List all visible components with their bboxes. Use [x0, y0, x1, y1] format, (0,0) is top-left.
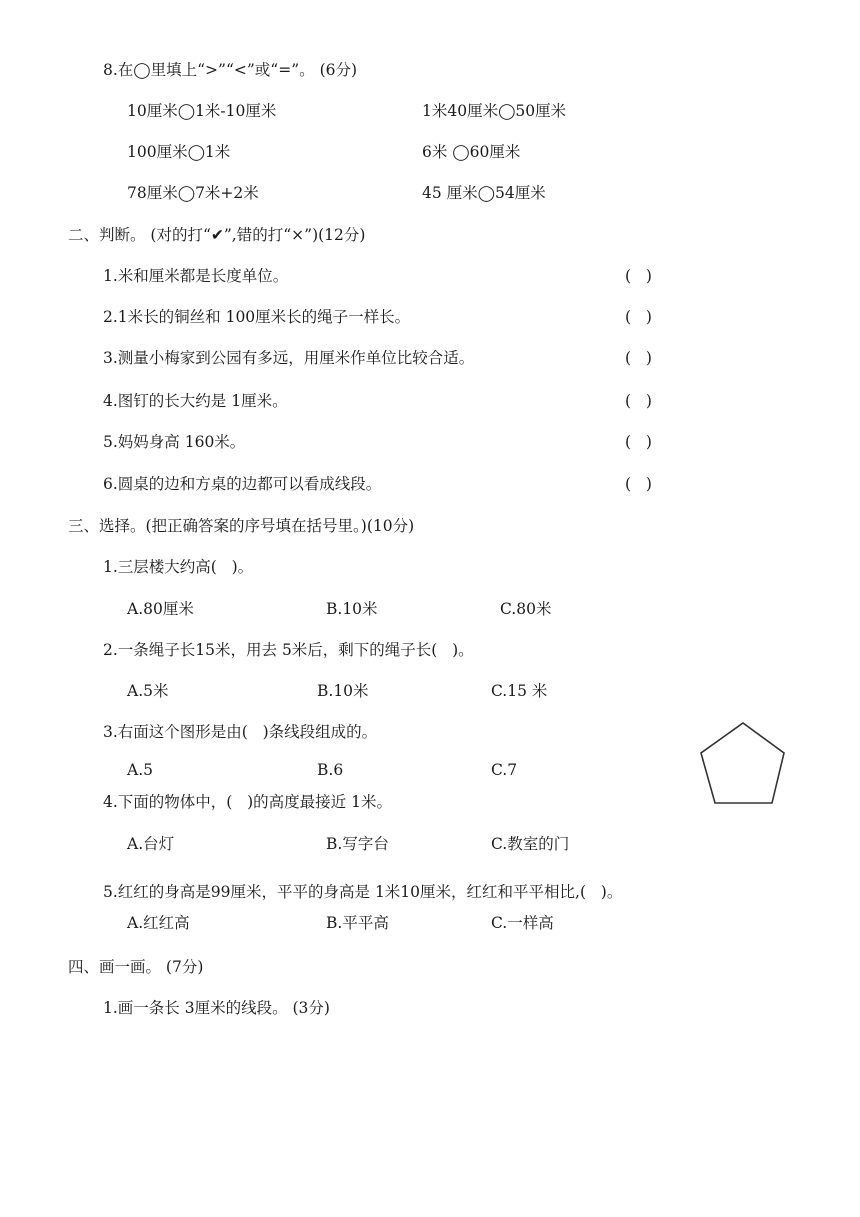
answer-blank[interactable]: ( ): [625, 475, 652, 493]
draw-question: 1.画一条长 3厘米的线段。 (3分): [103, 999, 330, 1017]
choice-question: 3.右面这个图形是由( )条线段组成的。: [103, 723, 378, 741]
judge-item: 2.1米长的铜丝和 100厘米长的绳子一样长。: [103, 308, 411, 326]
q8-item: 45 厘米◯54厘米: [422, 184, 546, 202]
choice-option: C.15 米: [491, 682, 548, 700]
q8-item: 100厘米◯1米: [127, 143, 231, 161]
choice-option: C.教室的门: [491, 835, 570, 853]
choice-option: C.一样高: [491, 914, 554, 932]
judge-item: 3.测量小梅家到公园有多远，用厘米作单位比较合适。: [103, 349, 475, 367]
choice-option: C.7: [491, 761, 518, 779]
choice-option: B.6: [317, 761, 344, 779]
choice-option: A.红红高: [127, 914, 190, 932]
q8-item: 6米 ◯60厘米: [422, 143, 521, 161]
choice-option: A.台灯: [127, 835, 175, 853]
choice-option: A.5: [127, 761, 153, 779]
choice-option: A.80厘米: [127, 600, 194, 618]
judge-item: 4.图钉的长大约是 1厘米。: [103, 392, 288, 410]
q8-title: 8.在◯里填上“>”“<”或“=”。 (6分): [103, 61, 358, 79]
judge-section-title: 二、判断。 (对的打“✔”,错的打“×”)(12分): [68, 226, 366, 244]
choice-option: A.5米: [127, 682, 169, 700]
choice-option: B.10米: [326, 600, 378, 618]
choice-option: B.写字台: [326, 835, 389, 853]
q8-item: 10厘米◯1米-10厘米: [127, 102, 277, 120]
answer-blank[interactable]: ( ): [625, 433, 652, 451]
q8-item: 78厘米◯7米+2米: [127, 184, 259, 202]
choice-question: 5.红红的身高是99厘米，平平的身高是 1米10厘米，红红和平平相比,( )。: [103, 883, 623, 901]
answer-blank[interactable]: ( ): [625, 392, 652, 410]
q8-item: 1米40厘米◯50厘米: [422, 102, 567, 120]
choice-question: 4.下面的物体中，( )的高度最接近 1米。: [103, 793, 392, 811]
answer-blank[interactable]: ( ): [625, 267, 652, 285]
choice-question: 1.三层楼大约高( )。: [103, 558, 254, 576]
choice-question: 2.一条绳子长15米，用去 5米后，剩下的绳子长( )。: [103, 641, 474, 659]
choice-option: B.平平高: [326, 914, 389, 932]
pentagon-figure: [698, 718, 792, 808]
choice-section-title: 三、选择。(把正确答案的序号填在括号里。)(10分): [68, 517, 415, 535]
answer-blank[interactable]: ( ): [625, 308, 652, 326]
judge-item: 5.妈妈身高 160米。: [103, 433, 246, 451]
choice-option: B.10米: [317, 682, 369, 700]
judge-item: 6.圆桌的边和方桌的边都可以看成线段。: [103, 475, 382, 493]
draw-section-title: 四、画一画。 (7分): [68, 958, 204, 976]
answer-blank[interactable]: ( ): [625, 349, 652, 367]
choice-option: C.80米: [500, 600, 552, 618]
judge-item: 1.米和厘米都是长度单位。: [103, 267, 289, 285]
